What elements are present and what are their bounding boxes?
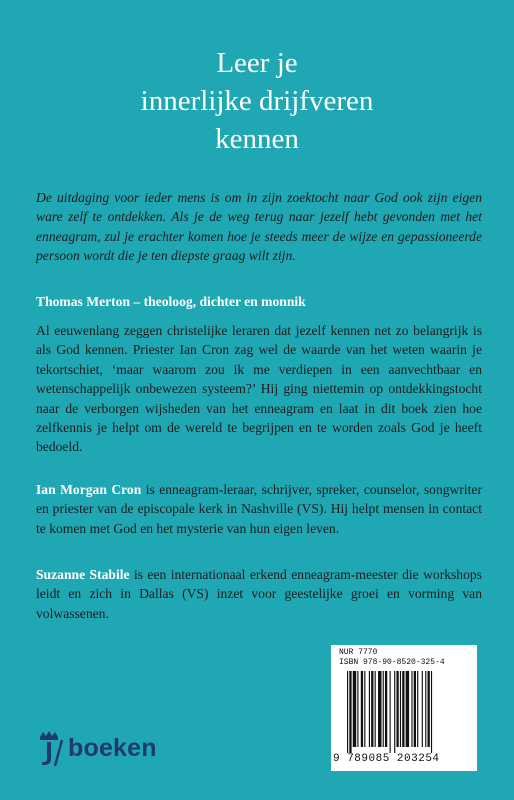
publisher-logo (36, 728, 157, 768)
author-bio-stabile (36, 565, 482, 623)
author-bio-cron (36, 480, 482, 538)
title-line-1: Leer je (216, 47, 298, 79)
title-line-3: kennen (215, 123, 299, 155)
nur-code: NUR 7770 (339, 648, 378, 657)
author-name-cron: Ian Morgan Cron (36, 482, 142, 497)
barcode-number: 9 789085 203254 (333, 753, 440, 765)
author-bio-cron-text: is enneagram-leraar, schrijver, spreker, counselor, songwriter en priester van de episcopale kerk in Nashville (VS). Hij helpt mensen in contact te komen met God en het mysterie van hun eigen leven. (36, 482, 482, 536)
isbn-code: ISBN 978-90-8520-325-4 (339, 658, 445, 667)
author-bio-stabile-text: is een internationaal erkend enneagram-meester die workshops leidt en zich in Dallas (VS) inzet voor geestelijke groei en vorming van volwassenen. (36, 567, 482, 621)
book-title (0, 44, 514, 158)
author-name-stabile: Suzanne Stabile (36, 567, 130, 582)
quote-attribution: Thomas Merton – theoloog, dichter en monnik (36, 294, 306, 309)
barcode-label (331, 645, 477, 771)
title-line-2: innerlijke drijfveren (140, 85, 374, 117)
barcode-icon (347, 671, 469, 753)
crown-j-icon (36, 728, 66, 768)
publisher-name: boeken (68, 733, 157, 762)
description-paragraph: Al eeuwenlang zeggen christelijke leraren dat jezelf kennen net zo belangrijk is als God kennen. Priester Ian Cron zag wel de waarde van het weten waarin je tekortschiet, ‘maar waarom zou ik me verdiepen in een aanvechtbaar en wetenschappelijk onbewezen systeem?’ Hij ging niettemin op ontdekkingstocht naar de verborgen wijsheden van het enneagram en laat in dit boek zien hoe zelfkennis je helpt om de wereld te begrijpen en te worden zoals God je heeft bedoeld. (36, 323, 482, 455)
quote-text: De uitdaging voor ieder mens is om in zijn zoektocht naar God ook zijn eigen ware zelf te ontdekken. Als je de weg terug naar jezelf hebt gevonden met het enneagram, zul je erachter komen hoe je steeds meer de wijze en gepassioneerde persoon wordt die je ten diepste graag wilt zijn. (36, 190, 482, 264)
